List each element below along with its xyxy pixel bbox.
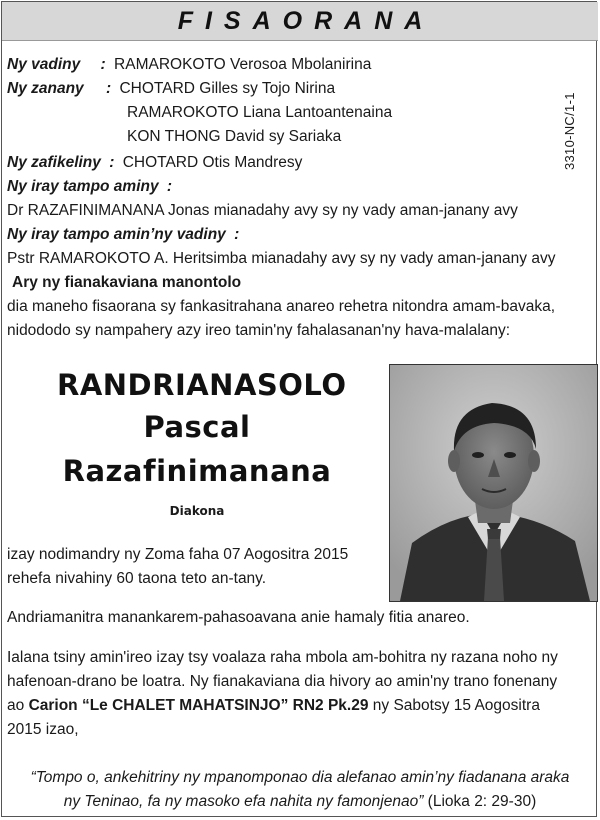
sibling-sep: : [166,178,173,195]
portrait-image [390,365,597,601]
quote-line-2-text: ny Teninao, fa ny masoko efa nahita ny famonjenao” [63,793,424,810]
grandchild-sep: : [109,154,115,171]
child-2: RAMAROKOTO Liana Lantoantenaina [127,104,393,121]
sibling-label: Ny iray tampo aminy [7,178,159,195]
child-1: CHOTARD Gilles sy Tojo Nirina [119,80,336,97]
children-sep: : [105,80,112,97]
deceased-middle-name: Razafinimanana [62,454,332,488]
all-family-label: Ary ny fianakaviana manontolo [12,274,242,291]
quote-line-1: “Tompo o, ankehitriny ny mpanomponao dia alefanao amin’ny fiadanana araka [30,769,570,786]
notice-line-3-post: ny Sabotsy 15 Aogositra [368,697,540,714]
gathering-address: Carion “Le CHALET MAHATSINJO” RN2 Pk.29 [28,697,369,714]
intro-line-2: nidododo sy nampahery azy ireo tamin'ny fahalasanan'ny hava-malalany: [7,322,511,339]
children-line [7,78,335,100]
sibling-value: Dr RAZAFINIMANANA Jonas mianadahy avy sy ny vady aman-janany avy [7,202,518,219]
death-date-line: izay nodimandry ny Zoma faha 07 Aogositra 2015 [7,546,349,563]
notice-line-3-pre: ao [7,697,29,714]
intro-line-1: dia maneho fisaorana sy fankasitrahana anareo rehetra nitondra amam-bavaka, [7,298,555,315]
deceased-role: Diakona [169,504,225,518]
reference-code: 3310-NC/1-1 [562,92,577,170]
inlaw-value: Pstr RAMAROKOTO A. Heritsimba mianadahy avy sy ny vady aman-janany avy [7,250,556,267]
quote-line-2 [2,791,598,813]
obituary-notice [1,1,597,817]
deceased-surname: RANDRIANASOLO [57,368,347,402]
inlaw-sep: : [234,226,240,243]
sibling-label-line [7,176,172,198]
children-label: Ny zanany [7,80,84,97]
inlaw-label: Ny iray tampo amin’ny vadiny [7,226,226,243]
notice-line-4: 2015 izao, [7,721,79,738]
notice-line-3 [7,695,540,717]
grandchild-value: CHOTARD Otis Mandresy [122,154,303,171]
inlaw-label-line [7,224,239,246]
blessing-line: Andriamanitra manankarem-pahasoavana anie hamaly fitia anareo. [7,609,470,626]
deceased-first-name: Pascal [143,410,251,444]
grandchild-line [7,152,302,174]
spouse-value: RAMAROKOTO Verosoa Mbolanirina [114,56,372,73]
spouse-sep: : [100,56,106,73]
deceased-portrait [389,364,598,602]
death-age-line: rehefa nivahiny 60 taona teto an-tany. [7,570,267,587]
notice-title: FISAORANA [177,6,435,35]
header-banner [2,2,598,41]
notice-line-2: hafenoan-drano be loatra. Ny fianakaviana dia hivory ao amin'ny trano fonenany [7,673,558,690]
grandchild-label: Ny zafikeliny [7,154,101,171]
spouse-line [7,54,371,76]
child-3: KON THONG David sy Sariaka [127,128,342,145]
spouse-label: Ny vadiny [7,56,81,73]
quote-reference: (Lioka 2: 29-30) [423,793,537,810]
notice-line-1: Ialana tsiny amin'ireo izay tsy voalaza raha mbola am-bohitra ny razana noho ny [7,649,558,666]
